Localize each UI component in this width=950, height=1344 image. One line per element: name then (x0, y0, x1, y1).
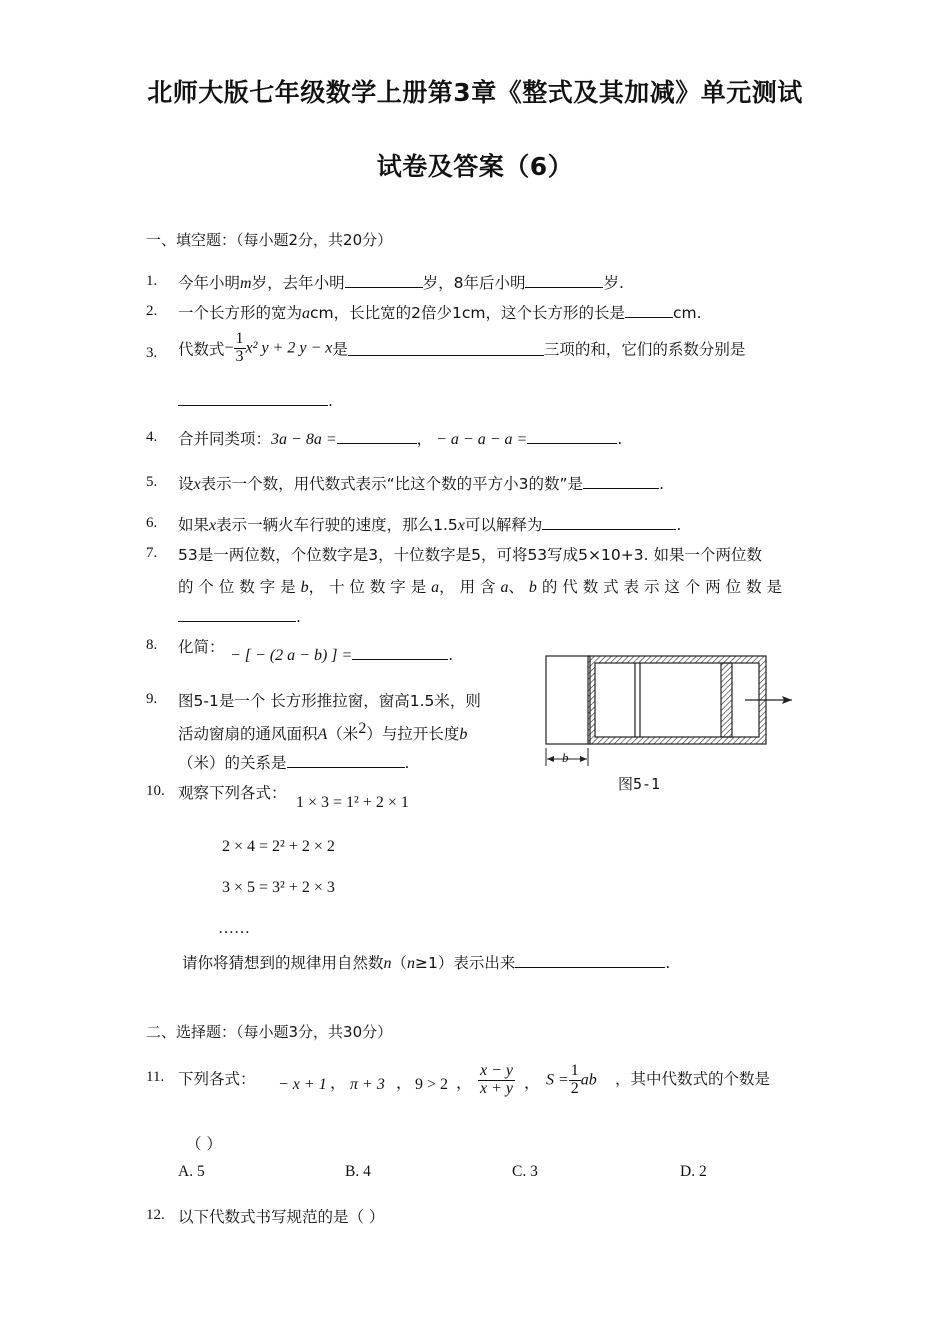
question-number: 3. (146, 345, 158, 361)
answer-blank[interactable] (625, 302, 673, 318)
question-5: 设x表示一个数，用代数式表示“比这个数的平方小3的数”是 . (178, 475, 664, 493)
section-heading-fill-in: 一、填空题：（每小题2分，共20分） (146, 231, 393, 249)
question-11-tail: ，其中代数式的个数是 (615, 1070, 771, 1088)
section-heading-multiple-choice: 二、选择题：（每小题3分，共30分） (146, 1023, 393, 1041)
question-9-line-3: （米）的关系是 . (178, 754, 410, 772)
answer-blank[interactable] (348, 340, 544, 356)
answer-blank[interactable] (515, 952, 665, 968)
question-number: 4. (146, 429, 158, 445)
equation-2: 2 × 4 = 2² + 2 × 2 (222, 838, 335, 855)
answer-blank[interactable] (542, 514, 676, 530)
question-number: 2. (146, 303, 158, 319)
b-label: b (562, 750, 569, 765)
expr-5: S = $\frac{1}{2}$ ab (546, 1062, 597, 1097)
page-title: 北师大版七年级数学上册第3章《整式及其加减》单元测试 (147, 78, 803, 107)
answer-blank[interactable] (178, 606, 296, 622)
question-7-line-3: . (178, 606, 301, 626)
question-4: 合并同类项：3a − 8a = ， − a − a − a = . (178, 430, 623, 448)
answer-blank[interactable] (352, 644, 448, 660)
question-11-label: 下列各式： (178, 1070, 256, 1088)
ellipsis: …… (218, 920, 250, 937)
expr-1: − x + 1 (278, 1076, 327, 1093)
question-3-cont: . (178, 390, 333, 410)
option-b[interactable]: B. 4 (345, 1163, 371, 1180)
question-number: 1. (146, 273, 158, 289)
question-9-line-1: 图5-1是一个 长方形推拉窗，窗高1.5米，则 (178, 692, 481, 710)
question-9-line-2: 活动窗扇的通风面积A（米$^2$）与拉开长度b (178, 720, 468, 744)
question-number: 9. (146, 691, 158, 707)
expr-3: 9 > 2 (415, 1076, 449, 1093)
question-12: 以下代数式书写规范的是（ ） (178, 1208, 385, 1226)
answer-blank[interactable] (525, 272, 603, 288)
question-number: 10. (146, 783, 165, 799)
question-number: 12. (146, 1207, 165, 1223)
window-opening (595, 663, 759, 737)
question-number: 7. (146, 545, 158, 561)
answer-blank[interactable] (178, 390, 328, 406)
answer-blank[interactable] (287, 752, 405, 768)
question-1: 今年小明m岁，去年小明 岁，8年后小明 岁. (178, 274, 624, 292)
question-number: 11. (146, 1069, 165, 1085)
expr-2: π + 3 (350, 1076, 385, 1093)
window-figure (540, 648, 800, 798)
option-d[interactable]: D. 2 (680, 1163, 707, 1180)
answer-blank[interactable] (345, 272, 423, 288)
question-2: 一个长方形的宽为acm，长比宽的2倍少1cm，这个长方形的长是 cm. (178, 304, 702, 322)
sliding-sash (721, 663, 732, 737)
question-number: 8. (146, 637, 158, 653)
question-8-label: 化简： (178, 638, 225, 656)
answer-blank[interactable] (527, 428, 617, 444)
question-3: 代数式− $\frac{1}{3}$ x² y + 2 y − x是 三项的和，它们的系数分别是 (178, 330, 746, 365)
answer-paren[interactable]: （ ） (186, 1135, 222, 1153)
answer-blank[interactable] (583, 473, 659, 489)
question-8: − [ − (2 a − b) ] = . (230, 646, 454, 664)
answer-blank[interactable] (337, 428, 417, 444)
page-subtitle: 试卷及答案（6） (376, 152, 574, 181)
option-a[interactable]: A. 5 (178, 1163, 205, 1180)
expr-4: $\frac{x - y}{x + y}$ (480, 1062, 513, 1097)
question-7-line-1: 53是一两位数，个位数字是3，十位数字是5，可将53写成5×10+3. 如果一个两位数 (178, 546, 762, 564)
question-10-prompt: 请你将猜想到的规律用自然数n（n≥1）表示出来 . (182, 954, 671, 972)
equation-3: 3 × 5 = 3² + 2 × 3 (222, 879, 335, 896)
question-number: 5. (146, 474, 158, 490)
question-6: 如果x表示一辆火车行驶的速度，那么1.5x可以解释为 . (178, 516, 682, 534)
question-10-label: 观察下列各式： (178, 784, 287, 802)
question-7-line-2: 的 个 位 数 字 是 b， 十 位 数 字 是 a， 用 含 a、 b 的 代 数 式 表 示 这 个 两 位 数 是 (178, 578, 783, 596)
equation-1: 1 × 3 = 1² + 2 × 1 (296, 794, 409, 811)
option-c[interactable]: C. 3 (512, 1163, 538, 1180)
fixed-pane (546, 656, 590, 744)
question-number: 6. (146, 515, 158, 531)
figure-caption: 图5-1 (618, 775, 661, 793)
